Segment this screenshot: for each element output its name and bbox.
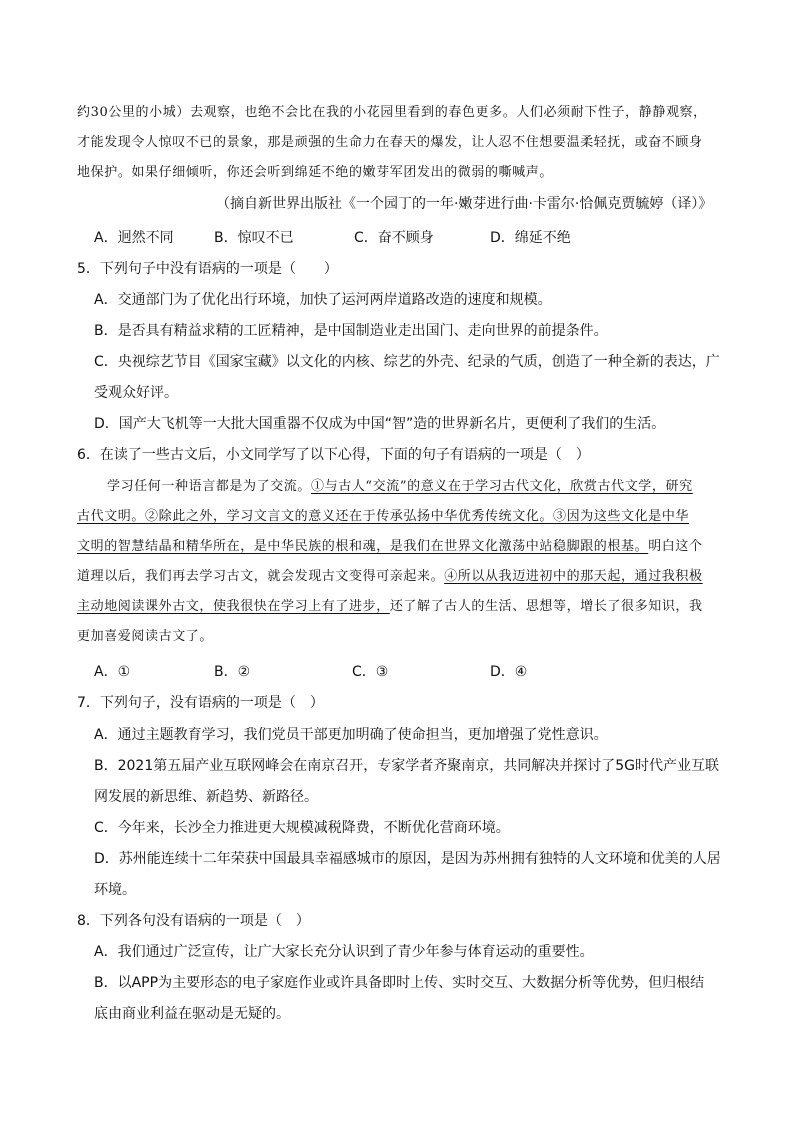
q7-option-d-line-1: D．苏州能连续十二年荣获中国最具幸福感城市的原因，是因为苏州拥有独特的人文环境和优美的人居 bbox=[94, 851, 721, 867]
q6-text-line-2 bbox=[77, 507, 689, 527]
q6-stem: 6．在读了一些古文后，小文同学写了以下心得，下面的句子有语病的一项是（ ） bbox=[77, 447, 590, 463]
q6-sentence-1: ①与古人“交流”的意义在于学习古代文化，欣赏古代文学，研究 bbox=[311, 479, 693, 494]
q8-option-b-line-1: B．以APP为主要形态的电子家庭作业或许具备即时上传、实时交互、大数据分析等优势，但归根结 bbox=[94, 975, 705, 991]
q5-option-a: A．交通部门为了优化出行环境，加快了运河两岸道路改造的速度和规模。 bbox=[94, 292, 552, 308]
q7-option-c: C．今年来，长沙全力推进更大规模减税降费，不断优化营商环境。 bbox=[94, 820, 510, 836]
q6-text-line-6: 更加喜爱阅读古文了。 bbox=[77, 629, 214, 644]
q6-option-c: C．③ bbox=[352, 664, 389, 680]
q6-sentence-1-end: 古代文明。 bbox=[77, 509, 146, 524]
q8-stem: 8．下列各句没有语病的一项是（ ） bbox=[77, 913, 310, 929]
passage-option-a: A．迥然不同 bbox=[94, 230, 174, 246]
q6-option-a: A．① bbox=[94, 664, 131, 680]
q8-option-a: A．我们通过广泛宣传，让广大家长充分认识到了青少年参与体育运动的重要性。 bbox=[94, 944, 594, 960]
q8-option-b-line-2: 底由商业利益在驱动是无疑的。 bbox=[94, 1006, 290, 1022]
q7-option-b-line-2: 网发展的新思维、新趋势、新路径。 bbox=[94, 789, 318, 805]
q6-option-b: B．② bbox=[214, 664, 251, 680]
q7-stem: 7．下列句子，没有语病的一项是（ ） bbox=[77, 695, 324, 711]
q6-text-plain-2: 道理以后，我们再去学习古文，就会发现古文变得可亲起来。 bbox=[77, 569, 445, 584]
passage-line-3: 地保护。如果仔细倾听，你还会听到绵延不绝的嫩芽军团发出的微弱的嘶喊声。 bbox=[77, 165, 554, 180]
q5-option-c-line-1: C．央视综艺节目《国家宝藏》以文化的内核、综艺的外壳、纪录的气质，创造了一种全新的表达，广 bbox=[94, 354, 720, 370]
q6-text-plain: 明白这个 bbox=[648, 539, 703, 554]
passage-line-1: 约30公里的小城）去观察，也绝不会比在我的小花园里看到的春色更多。人们必须耐下性子，静静观察， bbox=[77, 105, 707, 120]
q6-text-line-1 bbox=[107, 477, 693, 497]
passage-option-b: B．惊叹不已 bbox=[214, 230, 294, 246]
passage-option-c: C．奋不顾身 bbox=[354, 230, 434, 246]
q6-sentence-3: ③因为这些文化是中华 bbox=[553, 509, 690, 524]
q5-stem: 5．下列句子中没有语病的一项是（ ） bbox=[77, 261, 338, 277]
q6-text-line-4 bbox=[77, 567, 703, 587]
q7-option-d-line-2: 环境。 bbox=[94, 882, 136, 898]
passage-line-2: 才能发现令人惊叹不已的景象，那是顽强的生命力在春天的爆发，让人忍不住想要温柔轻抚，或奋不顾身 bbox=[77, 135, 703, 150]
q6-text-line-5 bbox=[77, 597, 703, 617]
q6-sentence-3-cont: 文明的智慧结晶和精华所在，是中华民族的根和魂，是我们在世界文化激荡中站稳脚跟的根基。 bbox=[77, 539, 649, 554]
passage-source: （摘自新世界出版社《一个园丁的一年·嫩芽进行曲·卡雷尔·恰佩克贾毓婷（译）》 bbox=[216, 196, 713, 212]
q6-option-d: D．④ bbox=[490, 664, 528, 680]
passage-option-d: D．绵延不绝 bbox=[490, 230, 571, 246]
q6-text-line-3 bbox=[77, 537, 703, 557]
q7-option-a: A．通过主题教育学习，我们党员干部更加明确了使命担当，更加增强了党性意识。 bbox=[94, 727, 608, 743]
q6-sentence-2: ②除此之外，学习文言文的意义还在于传承弘扬中华优秀传统文化。 bbox=[145, 509, 554, 524]
q5-option-d: D．国产大飞机等一大批大国重器不仅成为中国“智”造的世界新名片，更便利了我们的生活。 bbox=[94, 416, 666, 432]
q6-text-plain-3: 还了解了古人的生活、思想等，增长了很多知识，我 bbox=[389, 599, 703, 614]
q6-text-intro: 学习任何一种语言都是为了交流。 bbox=[107, 479, 312, 494]
q6-sentence-4: ④所以从我迈进初中的那天起，通过我积极 bbox=[444, 569, 703, 584]
q7-option-b-line-1: B．2021第五届产业互联网峰会在南京召开，专家学者齐聚南京，共同解决并探讨了5G时代产业互联 bbox=[94, 758, 719, 774]
q5-option-b: B．是否具有精益求精的工匠精神，是中国制造业走出国门、走向世界的前提条件。 bbox=[94, 323, 608, 339]
q6-sentence-4-cont: 主动地阅读课外古文，使我很快在学习上有了进步， bbox=[77, 599, 390, 614]
q5-option-c-line-2: 受观众好评。 bbox=[94, 385, 178, 401]
